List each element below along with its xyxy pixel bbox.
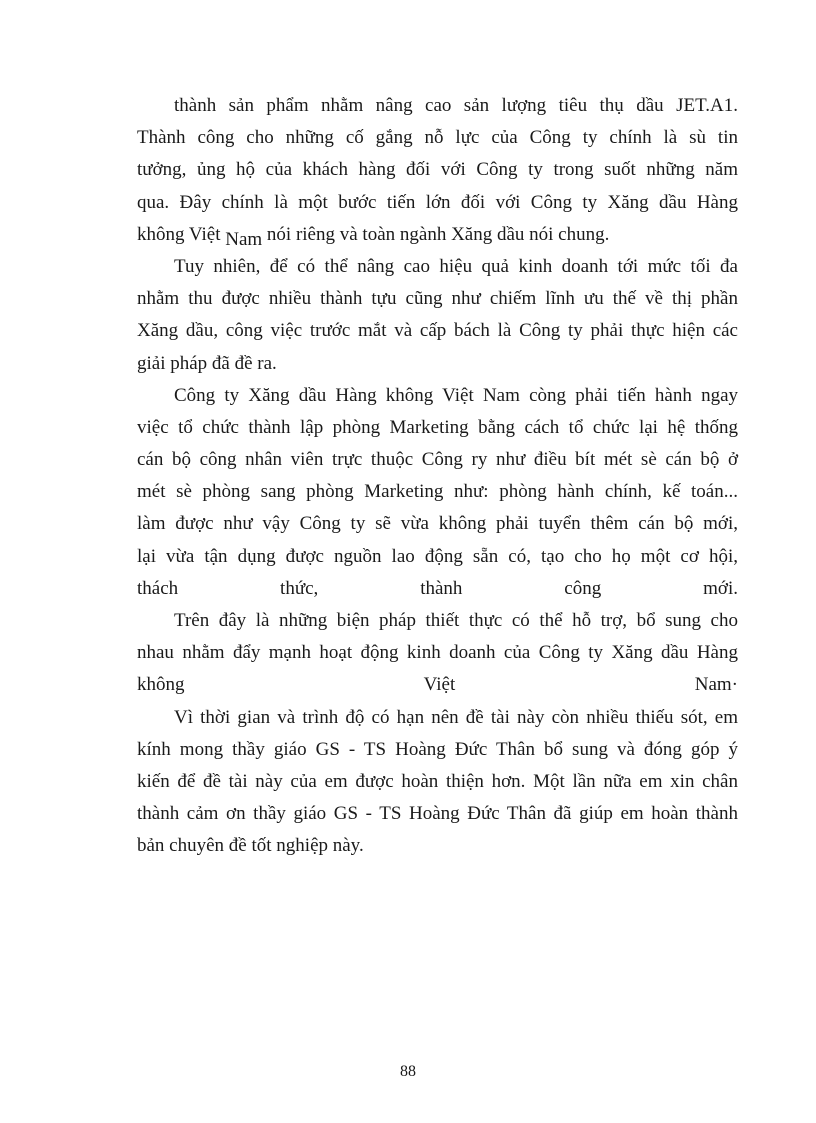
text-line: làm được như vậy Công ty sẽ vừa không phải tuyển thêm cán bộ mới, (137, 513, 738, 535)
text-line: Công ty Xăng dầu Hàng không Việt Nam còng phải tiến hành ngay (174, 384, 738, 406)
text-line: nhau nhằm đẩy mạnh hoạt động kinh doanh của Công ty Xăng dầu Hàng (137, 642, 738, 664)
text-line: Xăng dầu, công việc trước mắt và cấp bách là Công ty phải thực hiện các (137, 320, 738, 342)
text-line: lại vừa tận dụng được nguồn lao động sẵn có, tạo cho họ một cơ hội, (137, 545, 738, 567)
paragraph (137, 605, 738, 702)
text-line: qua. Đây chính là một bước tiến lớn đối với Công ty Xăng dầu Hàng (137, 191, 738, 213)
text-line: kính mong thầy giáo GS - TS Hoàng Đức Thân bổ sung và đóng góp ý (137, 738, 738, 760)
text-line: không Việt Nam· (137, 674, 738, 696)
text-line: nhằm thu được nhiều thành tựu cũng như chiếm lĩnh ưu thế về thị phần (137, 288, 738, 310)
text-line: bản chuyên đề tốt nghiệp này. (137, 835, 364, 857)
text-line: thành sản phẩm nhằm nâng cao sản lượng tiêu thụ dầu JET.A1. (174, 95, 738, 116)
text-line: việc tổ chức thành lập phòng Marketing bằng cách tổ chức lại hệ thống (137, 416, 738, 438)
text-line: tưởng, ủng hộ của khách hàng đối với Công ty trong suốt những năm (137, 159, 738, 181)
text-line: mét sè phòng sang phòng Marketing như: phòng hành chính, kế toán... (137, 481, 738, 503)
page-number: 88 (400, 1063, 416, 1080)
document-body (137, 90, 738, 863)
text-span-lowered: Nam (225, 228, 263, 250)
text-line (137, 219, 738, 251)
text-line: cán bộ công nhân viên trực thuộc Công ry như điều bít mét sè cán bộ ở (137, 449, 738, 471)
text-line: giải pháp đã đề ra. (137, 352, 277, 374)
paragraph (137, 251, 738, 380)
text-line: thách thức, thành công mới. (137, 577, 738, 599)
text-line: Trên đây là những biện pháp thiết thực có thể hỗ trợ, bổ sung cho (174, 610, 738, 631)
paragraph (137, 90, 738, 251)
text-line: Tuy nhiên, để có thể nâng cao hiệu quả kinh doanh tới mức tối đa (174, 255, 738, 277)
text-span: không Việt (137, 223, 226, 245)
paragraph (137, 380, 738, 605)
paragraph (137, 702, 738, 863)
text-line: kiến để đề tài này của em được hoàn thiện hơn. Một lần nữa em xin chân (137, 770, 738, 792)
text-span: nói riêng và toàn ngành Xăng dầu nói chung. (262, 223, 610, 245)
text-line: Thành công cho những cố gắng nỗ lực của Công ty chính là sù tin (137, 127, 738, 149)
text-line: Vì thời gian và trình độ có hạn nên đề tài này còn nhiều thiếu sót, em (174, 706, 738, 728)
text-line: thành cảm ơn thầy giáo GS - TS Hoàng Đức Thân đã giúp em hoàn thành (137, 803, 738, 825)
